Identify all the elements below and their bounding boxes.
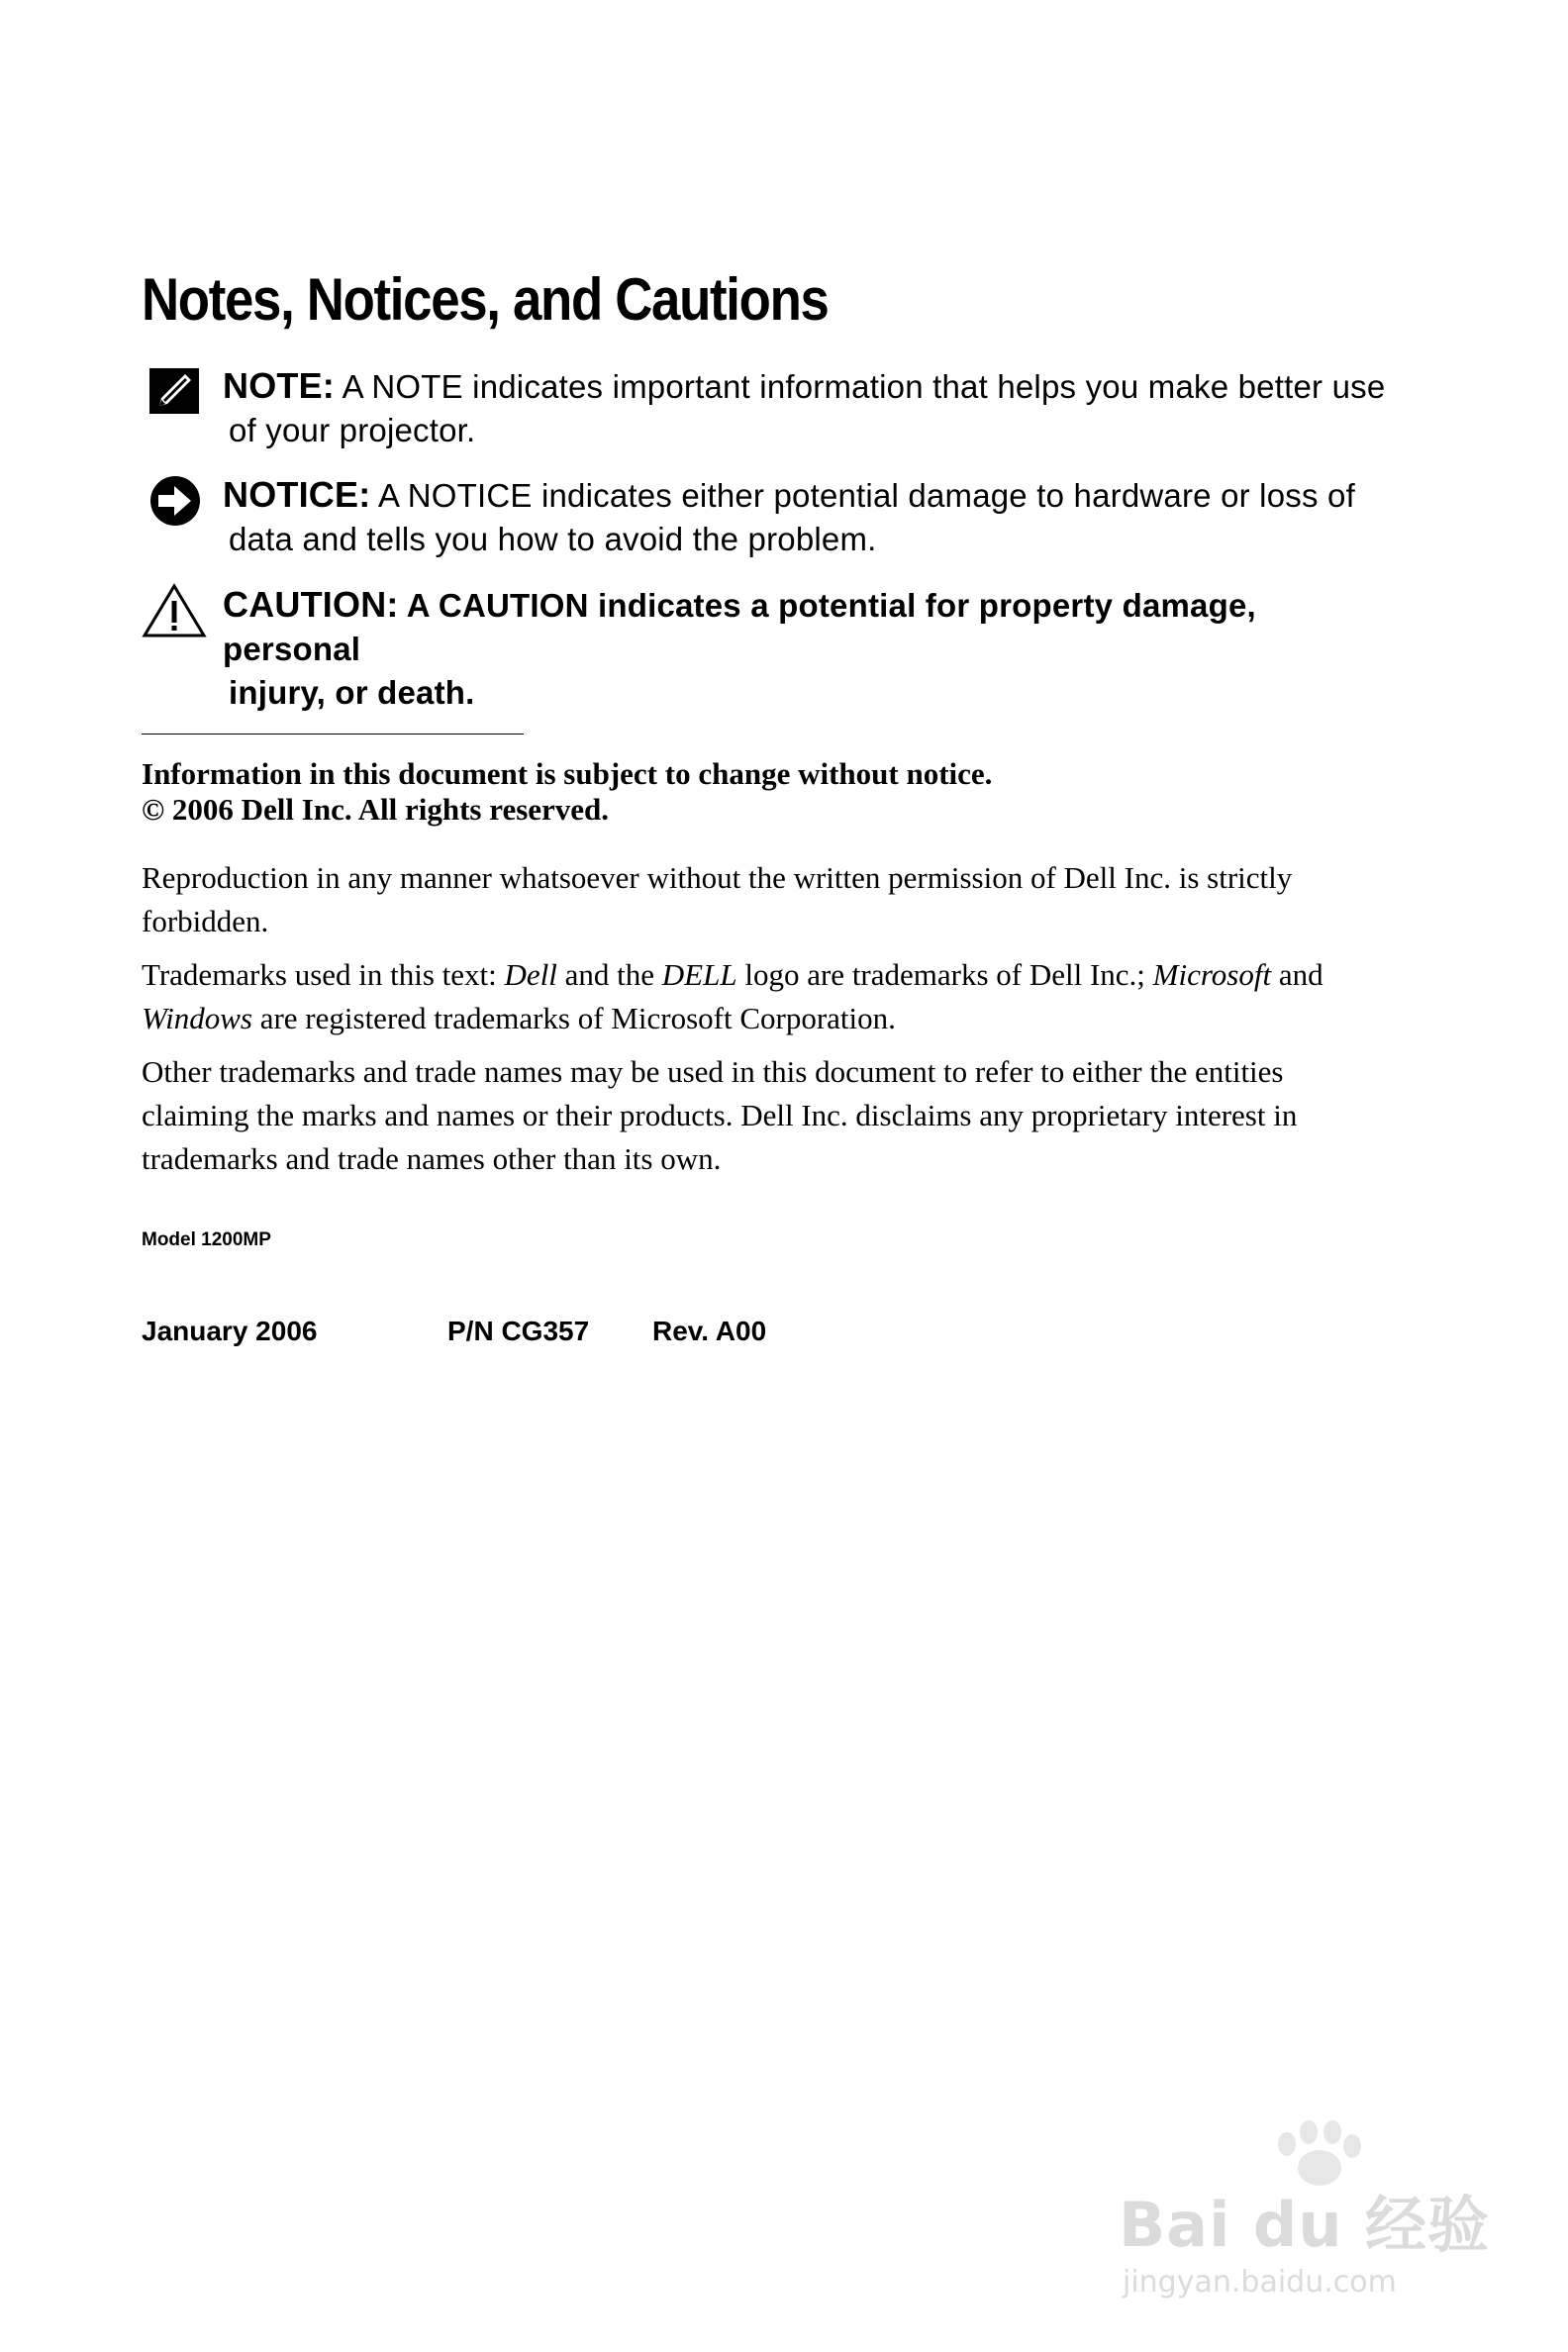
arrow-circle-icon <box>142 473 207 529</box>
trademarks-text-3: logo are trademarks of Dell Inc.; <box>736 957 1153 992</box>
notice-label: NOTICE: <box>223 474 371 515</box>
pencil-note-icon <box>142 364 207 420</box>
trademarks-text-5: are registered trademarks of Microsoft Corporation. <box>251 1001 896 1035</box>
watermark-url: jingyan.baidu.com <box>1123 2265 1397 2300</box>
trademarks-text-2: and the <box>556 957 662 992</box>
reproduction-paragraph: Reproduction in any manner whatsoever without the written permission of Dell Inc. is strictly forbidden. <box>142 860 1293 938</box>
note-line-1: A NOTE indicates important information that helps you make better use <box>342 368 1386 405</box>
info-line-1: Information in this document is subject to change without notice. <box>142 756 993 791</box>
trademarks-paragraph <box>142 953 1389 1040</box>
section-divider <box>142 734 524 735</box>
watermark-brand: Bai du 经验 <box>1119 2189 1491 2261</box>
caution-line-2: injury, or death. <box>229 674 475 711</box>
trademark-microsoft: Microsoft <box>1152 957 1272 992</box>
publication-date: January 2006 <box>142 1316 318 1346</box>
caution-line-1: A CAUTION indicates a potential for property damage, personal <box>223 587 1256 667</box>
trademark-windows: Windows <box>142 1001 252 1035</box>
trademark-dell: Dell <box>504 957 557 992</box>
model-number: Model 1200MP <box>142 1229 271 1250</box>
baidu-watermark <box>1109 2118 1491 2316</box>
revision: Rev. A00 <box>652 1316 767 1346</box>
trademarks-text-4: and <box>1271 957 1323 992</box>
page-title: Notes, Notices, and Cautions <box>142 266 829 333</box>
trademarks-text-1: Trademarks used in this text: <box>142 957 505 992</box>
notice-line-2: data and tells you how to avoid the problem. <box>229 521 877 557</box>
notice-line-1: A NOTICE indicates either potential damage to hardware or loss of <box>377 477 1355 514</box>
notice-text <box>223 473 1391 561</box>
note-line-2: of your projector. <box>229 412 476 448</box>
note-label: NOTE: <box>223 365 335 406</box>
trademark-dell-logo: DELL <box>661 957 737 992</box>
note-text <box>223 364 1391 452</box>
warning-triangle-icon <box>142 583 207 638</box>
other-trademarks-paragraph: Other trademarks and trade names may be used in this document to refer to either the entities claiming the marks and names or their products. Dell Inc. disclaims any proprietary interest in trademarks and trade names other than its own. <box>142 1054 1298 1176</box>
info-block <box>142 756 1389 828</box>
part-number: P/N CG357 <box>447 1316 590 1346</box>
caution-label: CAUTION: <box>223 584 399 625</box>
copyright-line: © 2006 Dell Inc. All rights reserved. <box>142 792 610 827</box>
caution-text <box>223 583 1391 715</box>
